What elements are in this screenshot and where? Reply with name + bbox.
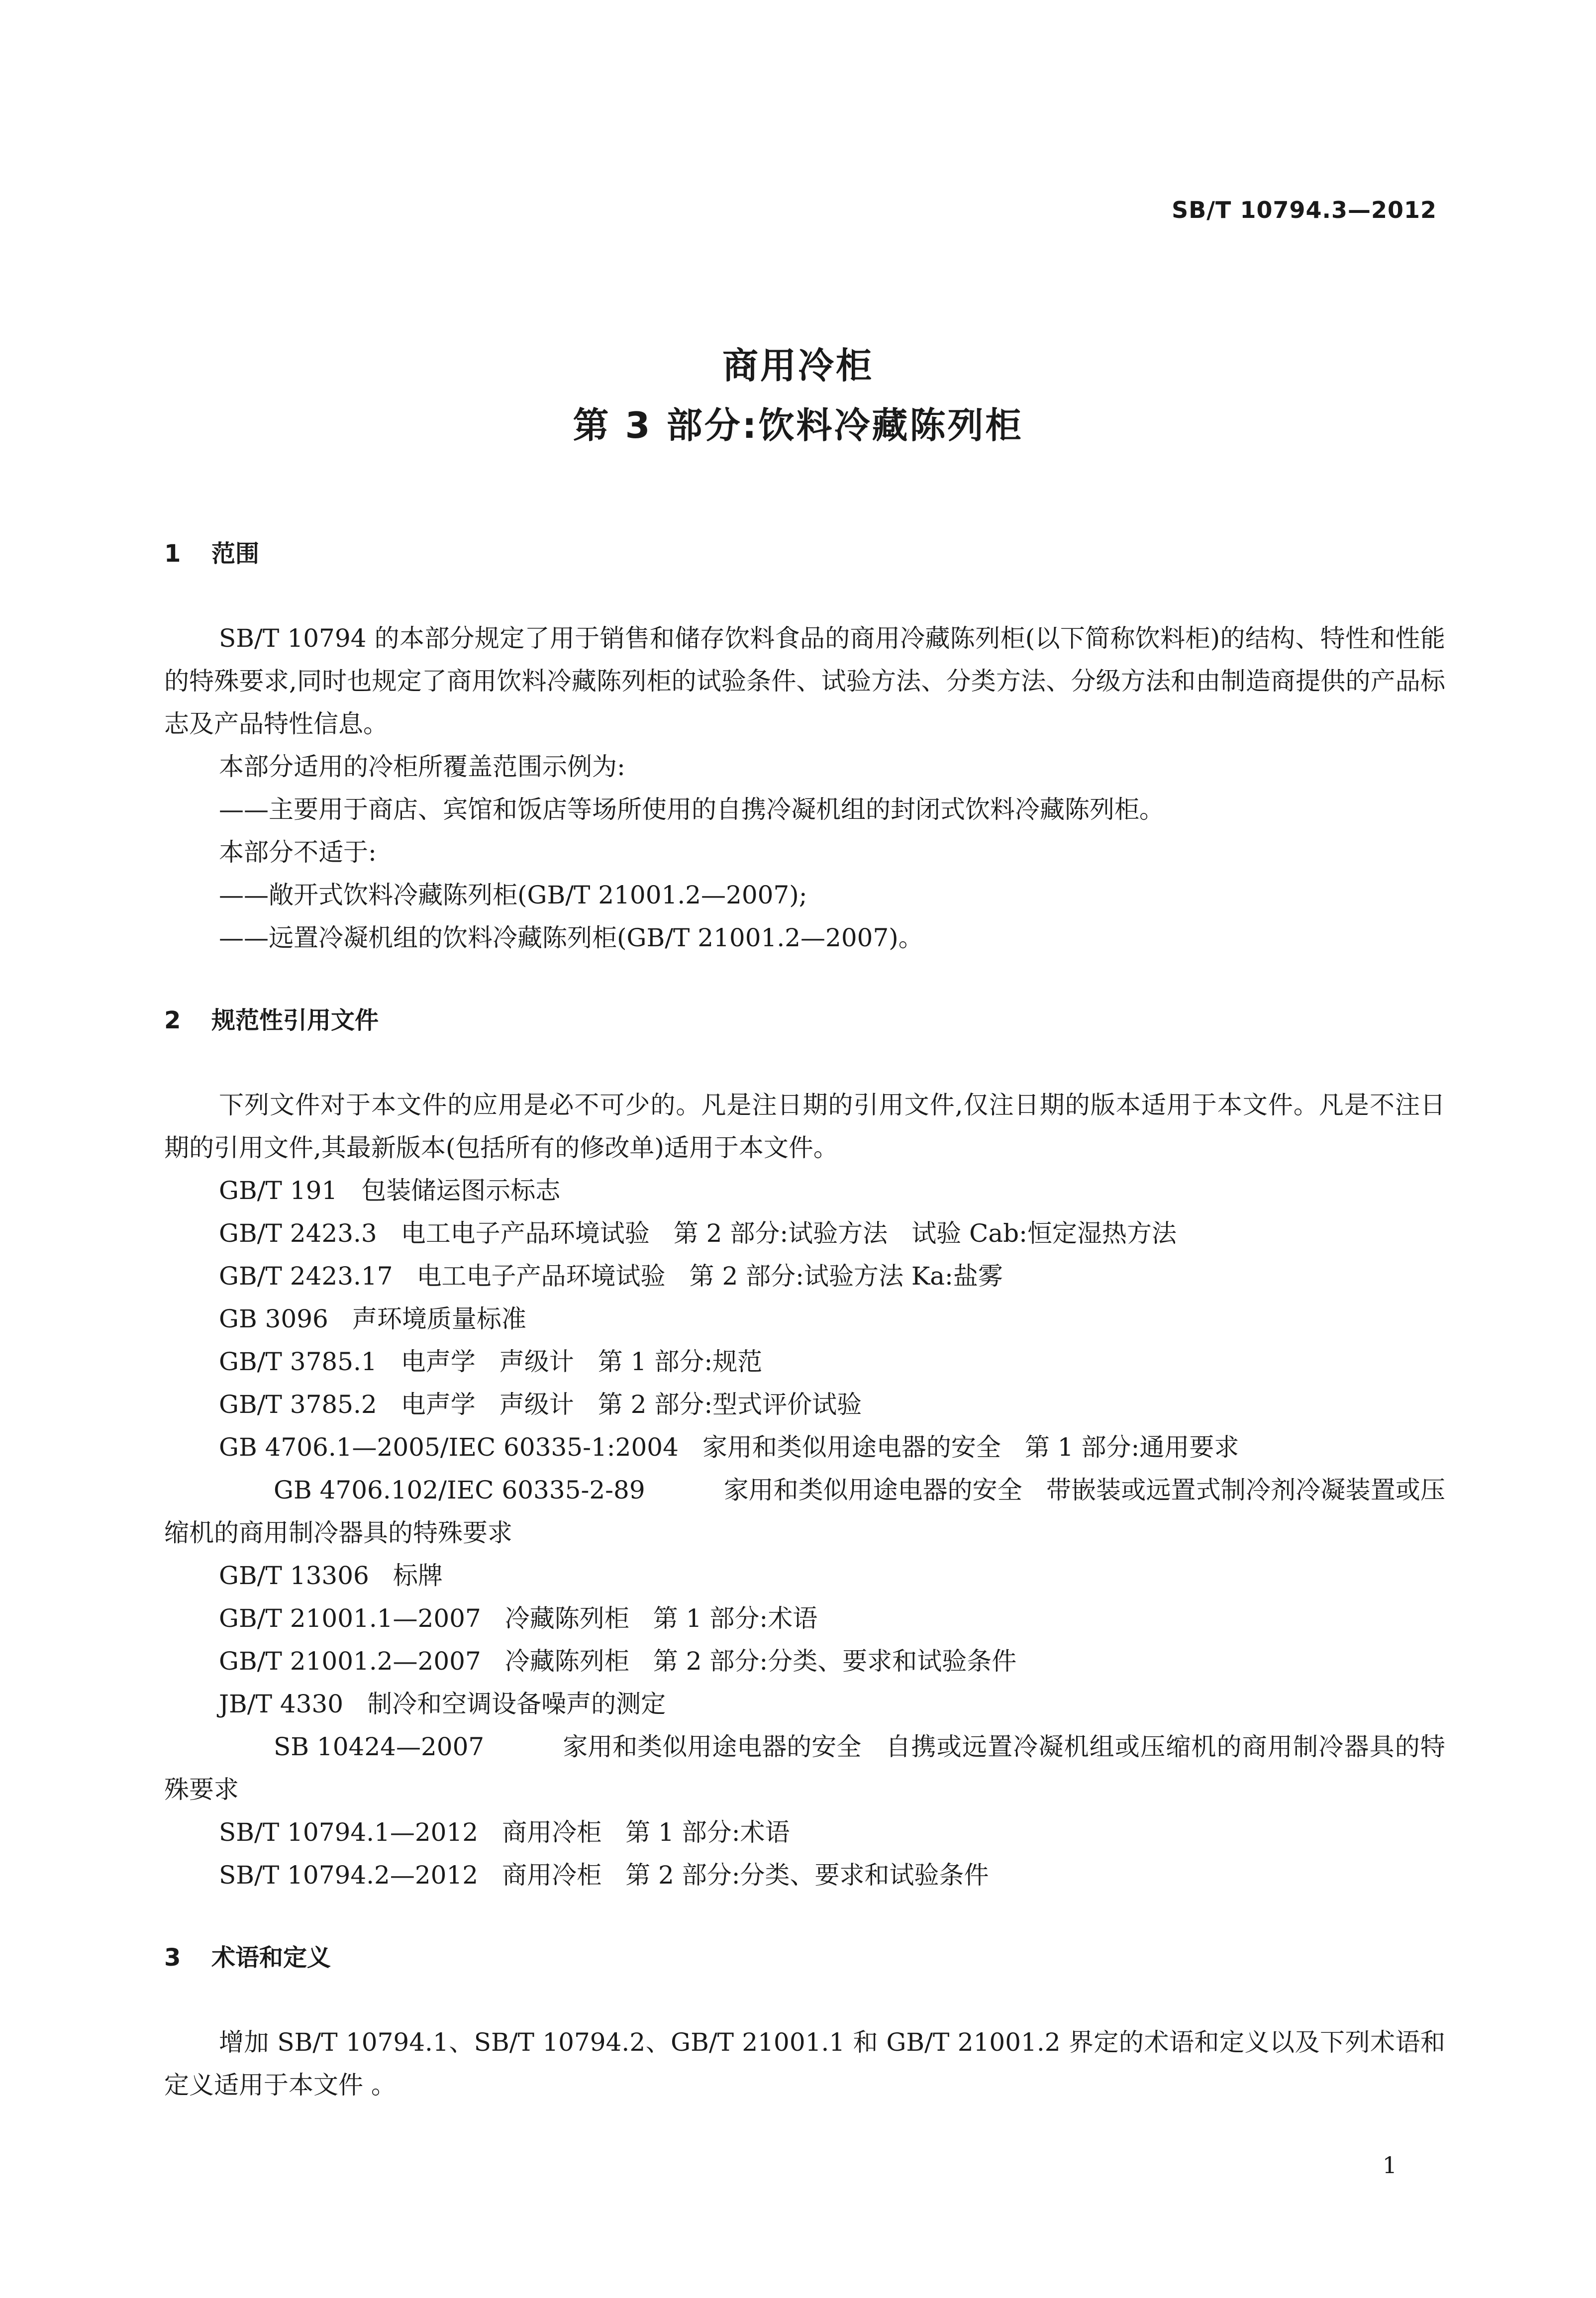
title-sub: 第 3 部分:饮料冷藏陈列柜 (573, 404, 1023, 446)
reference-item: SB 10424—2007 家用和类似用途电器的安全 自携或远置冷凝机组或压缩机的商用制冷器具的特殊要求 (164, 1732, 1445, 1804)
section-number: 2 (164, 1006, 181, 1034)
reference-item: GB/T 2423.17 电工电子产品环境试验 第 2 部分:试验方法 Ka:盐雾 (219, 1262, 1003, 1291)
section-title: 范围 (211, 540, 260, 568)
reference-item: GB/T 3785.2 电声学 声级计 第 2 部分:型式评价试验 (219, 1390, 862, 1419)
paragraph: 本部分适用的冷柜所覆盖范围示例为: (219, 752, 625, 781)
dash-item: ——主要用于商店、宾馆和饭店等场所使用的自携冷凝机组的封闭式饮料冷藏陈列柜。 (219, 795, 1164, 824)
reference-item: GB/T 3785.1 电声学 声级计 第 1 部分:规范 (219, 1347, 763, 1376)
section-number: 1 (164, 540, 181, 568)
page-number: 1 (1382, 2152, 1397, 2179)
dash-item: ——敞开式饮料冷藏陈列柜(GB/T 21001.2—2007); (219, 881, 807, 909)
reference-item: GB 4706.102/IEC 60335-2-89 家用和类似用途电器的安全 带嵌装或远置式制冷剂冷凝装置或压缩机的商用制冷器具的特殊要求 (164, 1476, 1445, 1547)
title-main: 商用冷柜 (722, 345, 874, 387)
paragraph: 本部分不适于: (219, 838, 377, 867)
paragraph: 增加 SB/T 10794.1、SB/T 10794.2、GB/T 21001.1 和 GB/T 21001.2 界定的术语和定义以及下列术语和定义适用于本文件 。 (164, 2028, 1445, 2099)
standard-code: SB/T 10794.3—2012 (1172, 197, 1437, 223)
paragraph: SB/T 10794 的本部分规定了用于销售和储存饮料食品的商用冷藏陈列柜(以下简称饮料柜)的结构、特性和性能的特殊要求,同时也规定了商用饮料冷藏陈列柜的试验条件、试验方法、分类方法、分级方法和由制造商提供的产品标志及产品特性信息。 (164, 624, 1445, 738)
section-2-heading (164, 999, 1445, 1042)
reference-item: GB/T 191 包装储运图示标志 (219, 1176, 561, 1205)
reference-item: GB/T 13306 标牌 (219, 1561, 443, 1590)
section-3-heading (164, 1936, 1445, 1979)
reference-item: GB/T 2423.3 电工电子产品环境试验 第 2 部分:试验方法 试验 Cab:恒定湿热方法 (219, 1219, 1177, 1248)
reference-item: GB 4706.1—2005/IEC 60335-1:2004 家用和类似用途电器的安全 第 1 部分:通用要求 (219, 1433, 1239, 1462)
reference-item: JB/T 4330 制冷和空调设备噪声的测定 (219, 1690, 666, 1718)
section-title: 术语和定义 (211, 1944, 331, 1972)
section-1-heading (164, 532, 1445, 575)
document-body (164, 532, 1445, 2106)
section-number: 3 (164, 1944, 181, 1972)
dash-item: ——远置冷凝机组的饮料冷藏陈列柜(GB/T 21001.2—2007)。 (219, 923, 923, 952)
reference-item: GB/T 21001.1—2007 冷藏陈列柜 第 1 部分:术语 (219, 1604, 818, 1633)
paragraph: 下列文件对于本文件的应用是必不可少的。凡是注日期的引用文件,仅注日期的版本适用于本文件。凡是不注日期的引用文件,其最新版本(包括所有的修改单)适用于本文件。 (164, 1091, 1445, 1162)
reference-item: GB/T 21001.2—2007 冷藏陈列柜 第 2 部分:分类、要求和试验条件 (219, 1647, 1017, 1676)
reference-item: GB 3096 声环境质量标准 (219, 1304, 526, 1333)
reference-item: SB/T 10794.2—2012 商用冷柜 第 2 部分:分类、要求和试验条件 (219, 1861, 989, 1890)
section-title: 规范性引用文件 (211, 1006, 379, 1034)
document-title (0, 336, 1596, 455)
reference-item: SB/T 10794.1—2012 商用冷柜 第 1 部分:术语 (219, 1818, 790, 1847)
